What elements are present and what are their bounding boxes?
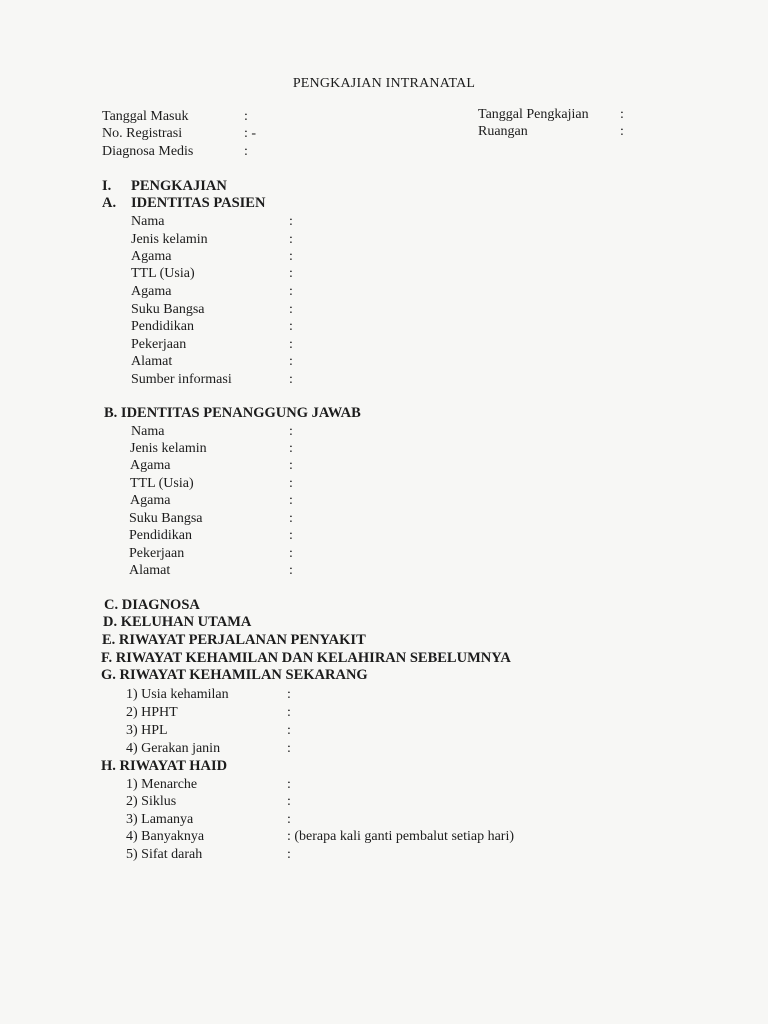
section-a-field: TTL (Usia) bbox=[131, 266, 195, 281]
field-colon: : bbox=[289, 249, 293, 264]
field-colon: : bbox=[289, 284, 293, 299]
form-title: PENGKAJIAN INTRANATAL bbox=[292, 76, 476, 91]
section-g-field: 1) Usia kehamilan bbox=[126, 687, 229, 702]
field-colon: : bbox=[287, 812, 291, 827]
section-h-field: 4) Banyaknya bbox=[126, 829, 205, 844]
section-e-heading: E. RIWAYAT PERJALANAN PENYAKIT bbox=[102, 632, 366, 648]
section-b-field: Suku Bangsa bbox=[129, 511, 203, 526]
section-b-heading: B. IDENTITAS PENANGGUNG JAWAB bbox=[104, 405, 361, 421]
field-colon: : bbox=[289, 266, 293, 281]
field-colon: : bbox=[289, 493, 293, 508]
field-colon: : bbox=[289, 441, 293, 456]
section-h-heading: H. RIWAYAT HAID bbox=[101, 758, 228, 774]
section-b-field: Pendidikan bbox=[129, 528, 192, 543]
section-h-field: 3) Lamanya bbox=[126, 812, 194, 827]
section-a-field: Jenis kelamin bbox=[131, 232, 208, 247]
header-value-tanggal-pengkajian: : bbox=[620, 107, 624, 122]
section-b-field: TTL (Usia) bbox=[130, 476, 194, 491]
section-i-number: I. bbox=[102, 178, 112, 194]
header-label-tanggal-pengkajian: Tanggal Pengkajian bbox=[478, 107, 589, 122]
section-b-field: Pekerjaan bbox=[129, 546, 185, 561]
section-b-field: Jenis kelamin bbox=[130, 441, 207, 456]
field-colon: : bbox=[289, 302, 293, 317]
section-g-field: 4) Gerakan janin bbox=[126, 741, 221, 756]
section-b-field: Agama bbox=[130, 458, 171, 473]
section-b-field: Alamat bbox=[129, 563, 171, 578]
section-g-field: 2) HPHT bbox=[126, 705, 178, 720]
section-a-field: Agama bbox=[131, 249, 172, 264]
field-colon: : bbox=[289, 424, 293, 439]
field-colon: : bbox=[287, 777, 291, 792]
field-colon: : bbox=[289, 563, 293, 578]
section-a-field: Suku Bangsa bbox=[131, 302, 205, 317]
banyaknya-note: : (berapa kali ganti pembalut setiap hari) bbox=[287, 829, 515, 844]
header-label-tanggal-masuk: Tanggal Masuk bbox=[102, 109, 189, 124]
header-value-diagnosa-medis: : bbox=[244, 144, 248, 159]
field-colon: : bbox=[289, 354, 293, 369]
section-f-heading: F. RIWAYAT KEHAMILAN DAN KELAHIRAN SEBELUMNYA bbox=[101, 650, 511, 666]
field-colon: : bbox=[289, 546, 293, 561]
section-a-field: Agama bbox=[131, 284, 172, 299]
field-colon: : bbox=[289, 319, 293, 334]
header-value-no-registrasi: : - bbox=[244, 126, 257, 141]
section-d-heading: D. KELUHAN UTAMA bbox=[103, 614, 252, 630]
field-colon: : bbox=[289, 458, 293, 473]
header-label-no-registrasi: No. Registrasi bbox=[102, 126, 183, 141]
section-a-field: Pendidikan bbox=[131, 319, 194, 334]
field-colon: : bbox=[287, 741, 291, 756]
field-colon: : bbox=[289, 511, 293, 526]
field-colon: : bbox=[287, 687, 291, 702]
field-colon: : bbox=[289, 337, 293, 352]
section-h-field: 1) Menarche bbox=[126, 777, 198, 792]
section-h-field: 5) Sifat darah bbox=[126, 847, 203, 862]
field-colon: : bbox=[289, 372, 293, 387]
section-a-field: Alamat bbox=[131, 354, 173, 369]
section-b-field: Agama bbox=[130, 493, 171, 508]
section-i-heading: PENGKAJIAN bbox=[131, 178, 227, 194]
field-colon: : bbox=[287, 794, 291, 809]
header-label-ruangan: Ruangan bbox=[478, 124, 528, 139]
field-colon: : bbox=[289, 528, 293, 543]
section-a-heading: IDENTITAS PASIEN bbox=[131, 195, 266, 211]
section-a-field: Pekerjaan bbox=[131, 337, 187, 352]
section-a-field: Sumber informasi bbox=[131, 372, 232, 387]
section-c-heading: C. DIAGNOSA bbox=[104, 597, 200, 613]
field-colon: : bbox=[289, 476, 293, 491]
field-colon: : bbox=[287, 847, 291, 862]
field-colon: : bbox=[287, 705, 291, 720]
section-a-number: A. bbox=[102, 195, 117, 211]
field-colon: : bbox=[289, 214, 293, 229]
section-h-field: 2) Siklus bbox=[126, 794, 177, 809]
field-colon: : bbox=[289, 232, 293, 247]
section-b-field: Nama bbox=[131, 424, 165, 439]
section-g-field: 3) HPL bbox=[126, 723, 168, 738]
header-value-ruangan: : bbox=[620, 124, 624, 139]
header-label-diagnosa-medis: Diagnosa Medis bbox=[102, 144, 194, 159]
field-colon: : bbox=[287, 723, 291, 738]
header-value-tanggal-masuk: : bbox=[244, 109, 248, 124]
section-g-heading: G. RIWAYAT KEHAMILAN SEKARANG bbox=[101, 667, 368, 683]
section-a-field: Nama bbox=[131, 214, 165, 229]
